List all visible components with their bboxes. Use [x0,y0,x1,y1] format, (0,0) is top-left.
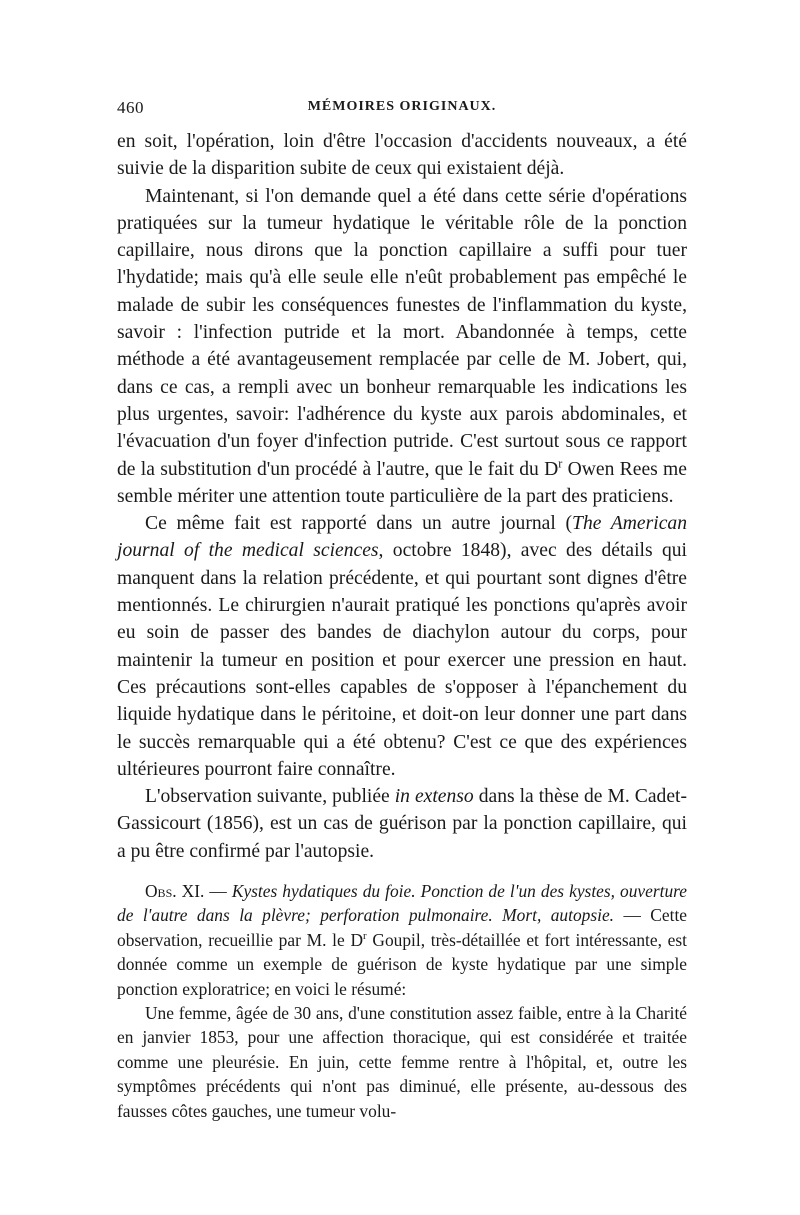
paragraph-2-text: Maintenant, si l'on demande quel a été dans cette série d'opérations pratiquées sur la tumeur hydatique le véritable rôle de la ponction capillaire, nous dirons que la ponction capillaire a suffi pour tuer l'hydatide; mais qu'à elle seule elle n'eût probablement pas empêché le malade de subir les conséquences funestes de l'inflammation du kyste, savoir : l'infection putride et la mort. Abandonnée à temps, cette méthode a été avantageusement remplacée par celle de M. Jobert, qui, dans ce cas, a rempli avec un bonheur remarquable les indications les plus urgentes, savoir: l'adhérence du kyste aux parois abdominales, et l'évacuation d'un foyer d'infection putride. C'est surtout sous ce rapport de la substitution d'un procédé à l'autre, que le fait du D [117,185,687,480]
doctor-abbrev-sup: r [558,456,563,471]
observation-text-start: — Cette observation, recueillie par M. le D [117,905,687,950]
in-extenso: in extenso [394,786,474,808]
paragraph-1: en soit, l'opération, loin d'être l'occasion d'accidents nouveaux, a été suivie de la disparition subite de ceux qui existaient déjà. [117,131,687,180]
paragraph-4-end: dans la thèse de M. Cadet-Gassicourt (1856), est un cas de guérison par la ponction capillaire, qui a pu être confirmé par l'autopsie. [117,786,687,862]
paragraph-2 [117,183,687,511]
observation-doctor-sup: r [363,930,367,943]
book-page [117,98,687,1123]
paragraph-4 [117,783,687,865]
page-number: 460 [117,98,144,117]
paragraph-4-start: L'observation suivante, publiée [145,786,395,808]
paragraph-2-end: Owen Rees me semble mériter une attention toute particulière de la part des praticiens. [117,458,687,507]
observation-title: Kystes hydatiques du foie. Ponction de l'un des kystes, ouverture de l'autre dans la plèvre; perforation pulmonaire. Mort, autopsie. [117,881,688,926]
journal-title: The American journal of the medical sciences [117,513,687,562]
main-text [117,128,687,865]
observation-label: Obs. XI. [145,881,205,902]
observation-block [117,879,687,1123]
running-title: MÉMOIRES ORIGINAUX. [307,99,497,114]
paragraph-3 [117,510,687,783]
observation-paragraph-2: Une femme, âgée de 30 ans, d'une constitution assez faible, entre à la Charité en janvier 1853, pour une affection thoracique, qui est considérée et traitée comme une pleurésie. En juin, cette femme rentre à l'hôpital, et, outre les symptômes précédents qui n'ont pas diminué, elle présente, au-dessous des fausses côtes gauches, une tumeur volu- [117,1003,687,1121]
paragraph-3-end: , octobre 1848), avec des détails qui manquent dans la relation précédente, et qui pourtant sont dignes d'être mentionnés. Le chirurgien n'aurait pratiqué les ponctions qu'après avoir eu soin de passer des bandes de diachylon autour du corps, pour maintenir la tumeur en position et pour exercer une pression en haut. Ces précautions sont-elles capables de s'opposer à l'épanchement du liquide hydatique dans le péritoine, et doit-on leur donner une part dans le succès remarquable qui a été obtenu? C'est ce que des expériences ultérieures pourront faire connaître. [117,540,687,780]
page-header [117,98,687,124]
observation-dash: — [204,881,232,902]
observation-text-end: Goupil, très-détaillée et fort intéressante, est donnée comme un exemple de guérison de kyste hydatique par une simple ponction exploratrice; en voici le résumé: [117,929,687,999]
paragraph-3-start: Ce même fait est rapporté dans un autre journal ( [145,513,573,535]
observation-paragraph-1 [117,879,687,1001]
